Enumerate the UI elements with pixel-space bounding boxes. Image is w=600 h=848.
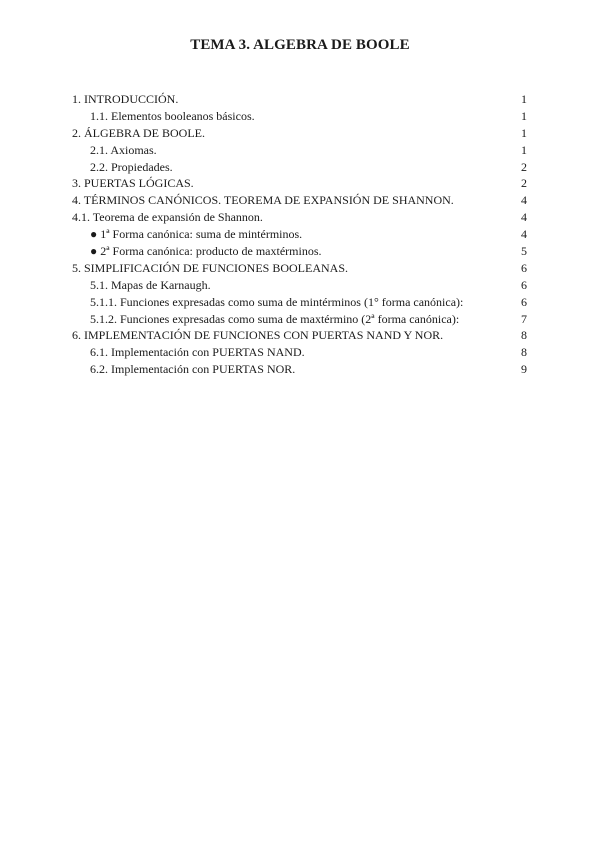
toc-entry[interactable] [72, 260, 527, 277]
toc-entry-label: ● 2ª Forma canónica: producto de maxtérminos. [90, 244, 322, 259]
toc-entry[interactable] [72, 175, 527, 192]
toc-entry[interactable] [72, 159, 527, 176]
toc-page-number: 6 [521, 277, 527, 292]
toc-page-number: 9 [521, 362, 527, 377]
document-title: TEMA 3. ALGEBRA DE BOOLE [190, 37, 410, 53]
toc-entry[interactable] [72, 125, 527, 142]
toc-page-number: 1 [521, 92, 527, 106]
toc-entry-label: 2.2. Propiedades. [90, 159, 173, 174]
toc-page-number: 4 [521, 210, 527, 225]
toc-page-number: 8 [521, 345, 527, 360]
toc-entry-label: 5.1.1. Funciones expresadas como suma de mintérminos (1° forma canónica): [90, 294, 464, 309]
toc-page-number: 6 [521, 294, 527, 309]
table-of-contents [72, 91, 527, 378]
toc-entry-label: 4. TÉRMINOS CANÓNICOS. TEOREMA DE EXPANSIÓN DE SHANNON. [72, 193, 454, 208]
toc-page-number: 1 [521, 108, 527, 123]
toc-entry-label: ● 1ª Forma canónica: suma de mintérminos. [90, 227, 303, 242]
toc-entry-label: 5.1.2. Funciones expresadas como suma de maxtérmino (2ª forma canónica): [90, 311, 460, 326]
toc-page-number: 4 [521, 227, 527, 242]
toc-entry[interactable] [72, 91, 527, 108]
toc-entry-label: 4.1. Teorema de expansión de Shannon. [72, 210, 263, 225]
toc-entry[interactable] [72, 142, 527, 159]
toc-page-number: 1 [521, 125, 527, 140]
toc-page-number: 2 [521, 176, 527, 191]
toc-entry[interactable] [72, 209, 527, 226]
toc-entry-label: 5.1. Mapas de Karnaugh. [90, 277, 211, 292]
toc-entry-label: 6.1. Implementación con PUERTAS NAND. [90, 345, 305, 360]
toc-entry-label: 3. PUERTAS LÓGICAS. [72, 176, 194, 191]
toc-page-number: 8 [521, 328, 527, 343]
toc-entry-label: 2. ÁLGEBRA DE BOOLE. [72, 125, 205, 140]
toc-entry[interactable] [72, 192, 527, 209]
toc-entry[interactable] [72, 277, 527, 294]
toc-entry[interactable] [72, 327, 527, 344]
toc-entry[interactable] [72, 108, 527, 125]
toc-entry-label: 5. SIMPLIFICACIÓN DE FUNCIONES BOOLEANAS. [72, 260, 349, 275]
toc-entry-label: 6.2. Implementación con PUERTAS NOR. [90, 362, 296, 377]
toc-entry-label: 1. INTRODUCCIÓN. [72, 92, 179, 106]
toc-page-number: 1 [521, 142, 527, 157]
toc-entry-label: 2.1. Axiomas. [90, 142, 157, 157]
toc-entry-label: 6. IMPLEMENTACIÓN DE FUNCIONES CON PUERTAS NAND Y NOR. [72, 328, 444, 343]
toc-page-number: 2 [521, 159, 527, 174]
toc-page-number: 7 [521, 311, 527, 326]
toc-entry-label: 1.1. Elementos booleanos básicos. [90, 108, 255, 123]
toc-entry[interactable] [72, 243, 527, 260]
toc-page-number: 5 [521, 244, 527, 259]
toc-entry[interactable] [72, 361, 527, 378]
toc-entry[interactable] [72, 344, 527, 361]
toc-entry[interactable] [72, 294, 527, 311]
toc-page-number: 6 [521, 260, 527, 275]
toc-page-number: 4 [521, 193, 527, 208]
toc-entry[interactable] [72, 226, 527, 243]
toc-entry[interactable] [72, 311, 527, 328]
